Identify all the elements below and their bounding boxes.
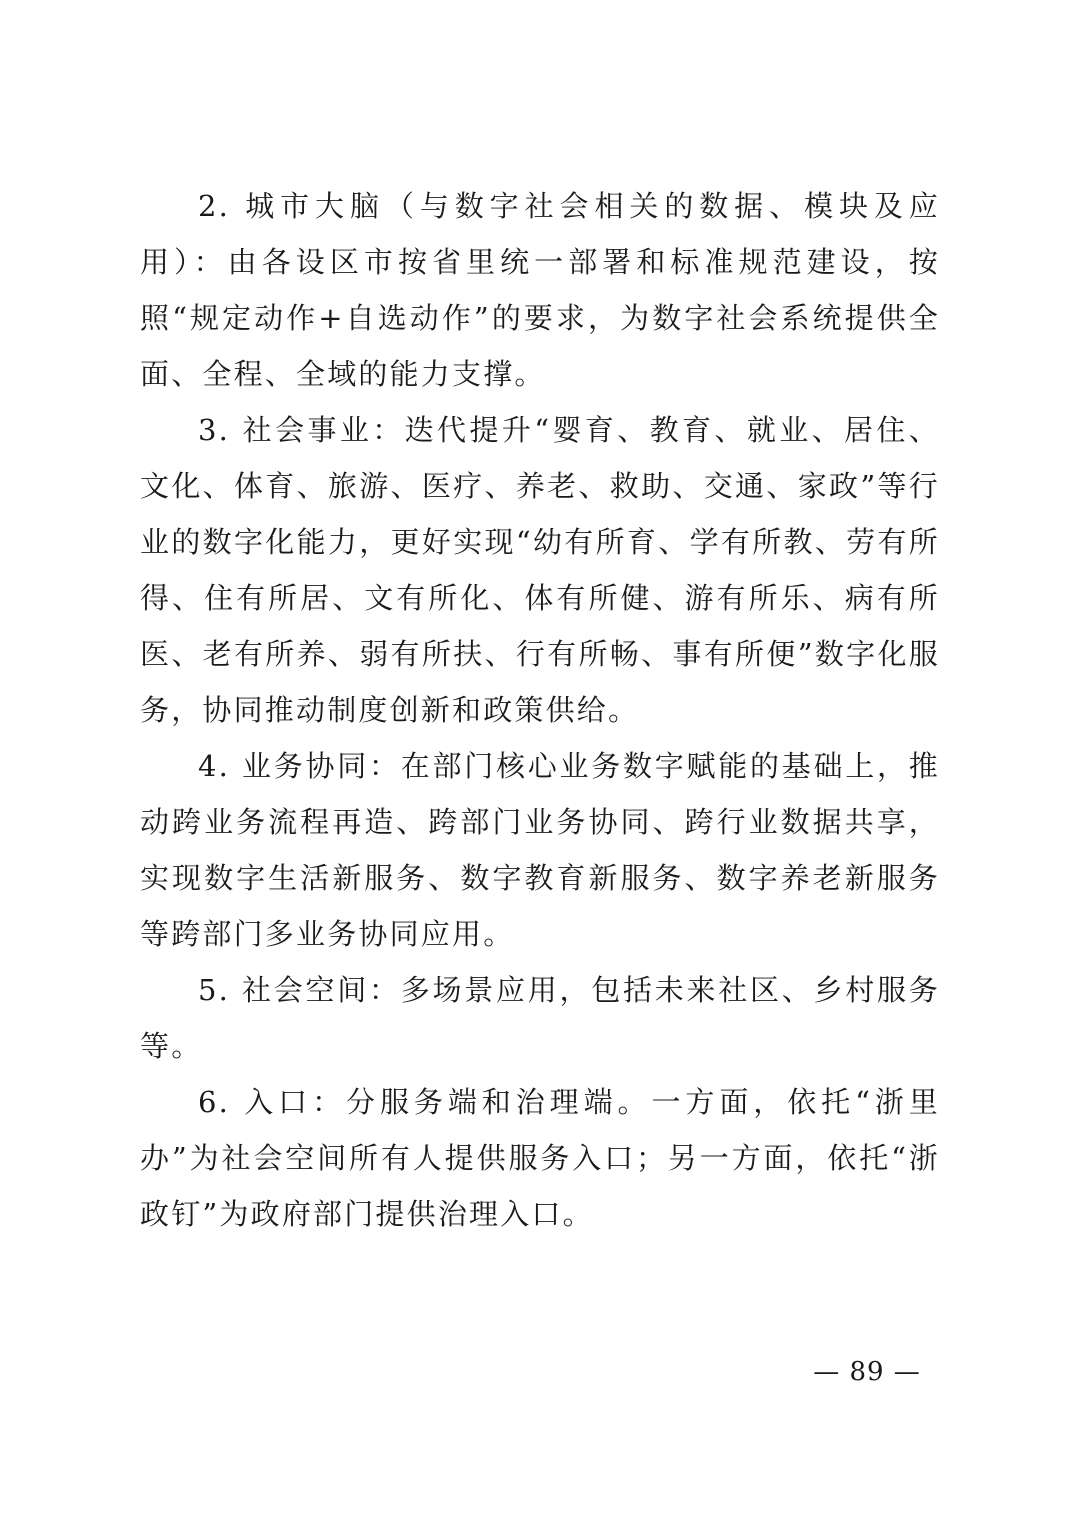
paragraph-entry: 6. 入口：分服务端和治理端。一方面，依托“浙里办”为社会空间所有人提供服务入口；另一方面，依托“浙政钉”为政府部门提供治理入口。 — [140, 1085, 940, 1231]
paragraph-social-space: 5. 社会空间：多场景应用，包括未来社区、乡村服务等。 — [140, 973, 940, 1063]
body-text — [140, 178, 940, 1242]
paragraph-business-collaboration: 4. 业务协同：在部门核心业务数字赋能的基础上，推动跨业务流程再造、跨部门业务协同、跨行业数据共享，实现数字生活新服务、数字教育新服务、数字养老新服务等跨部门多业务协同应用。 — [140, 749, 940, 951]
paragraph-city-brain: 2. 城市大脑（与数字社会相关的数据、模块及应用）：由各设区市按省里统一部署和标准规范建设，按照“规定动作+自选动作”的要求，为数字社会系统提供全面、全程、全域的能力支撑。 — [140, 189, 940, 391]
page-number: — 89 — — [813, 1357, 921, 1387]
paragraph-social-affairs: 3. 社会事业：迭代提升“婴育、教育、就业、居住、文化、体育、旅游、医疗、养老、救助、交通、家政”等行业的数字化能力，更好实现“幼有所育、学有所教、劳有所得、住有所居、文有所化、体有所健、游有所乐、病有所医、老有所养、弱有所扶、行有所畅、事有所便”数字化服务，协同推动制度创新和政策供给。 — [140, 413, 940, 727]
